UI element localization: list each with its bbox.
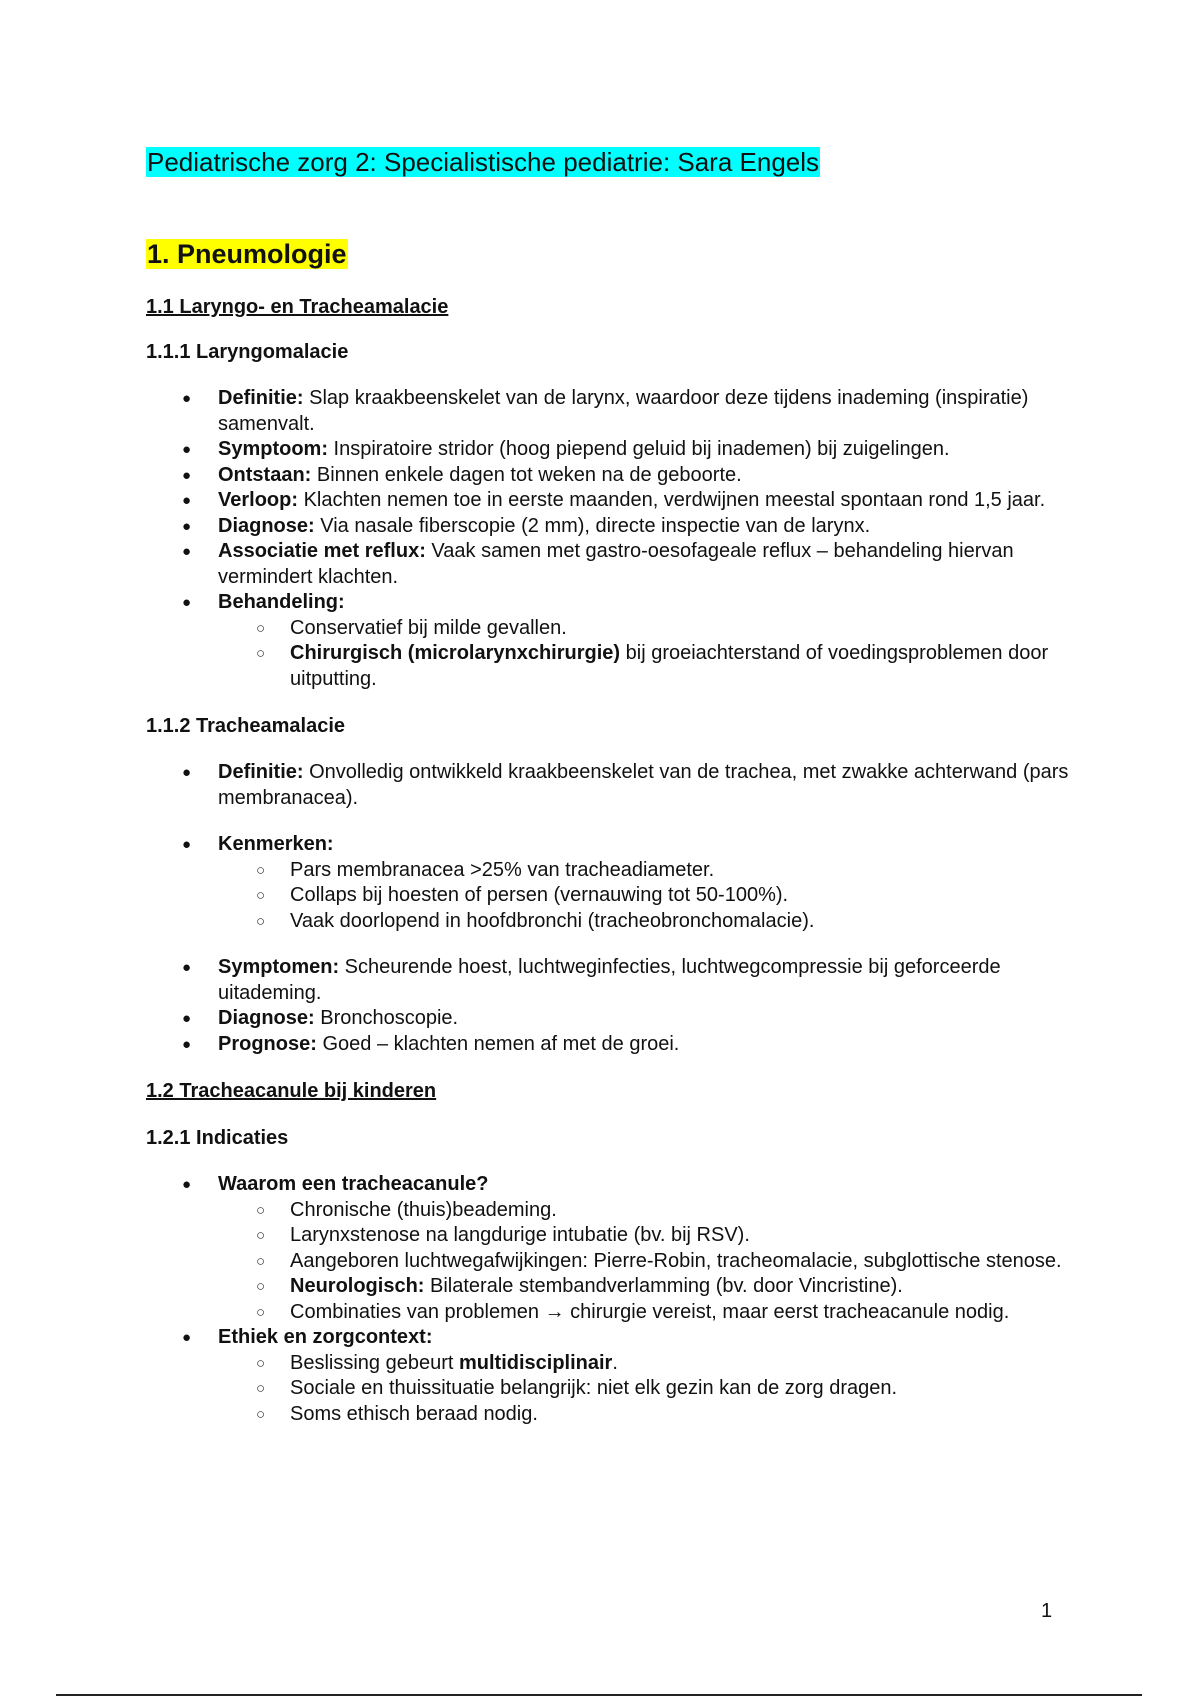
page-number: 1 <box>1041 1600 1053 1622</box>
document-title: Pediatrische zorg 2: Specialistische pediatrie: Sara Engels <box>147 147 820 177</box>
list-item: ● Prognose: Goed – klachten nemen af met de groei. <box>146 1032 1086 1058</box>
list-item: ● Definitie: Onvolledig ontwikkeld kraakbeenskelet van de trachea, met zwakke achterwand (pars membranacea). <box>146 760 1086 811</box>
sub-list-item: ○ Combinaties van problemen → chirurgie vereist, maar eerst tracheacanule nodig. <box>146 1300 1086 1326</box>
sub-list-item: ○ Aangeboren luchtwegafwijkingen: Pierre-Robin, tracheomalacie, subglottische stenose. <box>146 1249 1086 1275</box>
footer-divider <box>56 1694 1142 1696</box>
list-item: ● Definitie: Slap kraakbeenskelet van de larynx, waardoor deze tijdens inademing (inspiratie) samenvalt. <box>146 386 1086 437</box>
sub-list-item: ○ Vaak doorlopend in hoofdbronchi (tracheobronchomalacie). <box>146 909 1086 935</box>
sub-list-item: ○ Neurologisch: Bilaterale stembandverlamming (bv. door Vincristine). <box>146 1274 1086 1300</box>
laryngomalacie-list <box>146 386 1086 692</box>
sub-list-item: ○ Collaps bij hoesten of persen (vernauwing tot 50-100%). <box>146 883 1086 909</box>
page-content <box>146 145 1086 1427</box>
list-item: ● Verloop: Klachten nemen toe in eerste maanden, verdwijnen meestal spontaan rond 1,5 jaar. <box>146 488 1086 514</box>
section-heading-1-2: 1.2 Tracheacanule bij kinderen <box>146 1080 437 1102</box>
sub-list-item: ○ Pars membranacea >25% van tracheadiameter. <box>146 858 1086 884</box>
list-item: ● Diagnose: Via nasale fiberscopie (2 mm), directe inspectie van de larynx. <box>146 514 1086 540</box>
subsection-heading-1-1-2: 1.1.2 Tracheamalacie <box>146 715 346 737</box>
list-item: ● Waarom een tracheacanule? <box>146 1172 1086 1198</box>
sub-list-item: ○ Larynxstenose na langdurige intubatie (bv. bij RSV). <box>146 1223 1086 1249</box>
sub-list-item: ○ Chronische (thuis)beademing. <box>146 1198 1086 1224</box>
sub-list-item: ○ Beslissing gebeurt multidisciplinair. <box>146 1351 1086 1377</box>
subsection-heading-1-1-1: 1.1.1 Laryngomalacie <box>146 341 349 363</box>
sub-list-item: ○ Conservatief bij milde gevallen. <box>146 616 1086 642</box>
sub-list-item: ○ Sociale en thuissituatie belangrijk: niet elk gezin kan de zorg dragen. <box>146 1376 1086 1402</box>
list-item: ● Behandeling: <box>146 590 1086 616</box>
list-item: ● Diagnose: Bronchoscopie. <box>146 1006 1086 1032</box>
list-item: ● Kenmerken: <box>146 832 1086 858</box>
list-item: ● Symptomen: Scheurende hoest, luchtweginfecties, luchtwegcompressie bij geforceerde uitademing. <box>146 955 1086 1006</box>
tracheamalacie-list-1 <box>146 760 1086 811</box>
indicaties-list <box>146 1172 1086 1427</box>
list-item: ● Symptoom: Inspiratoire stridor (hoog piepend geluid bij inademen) bij zuigelingen. <box>146 437 1086 463</box>
section-heading-1-1: 1.1 Laryngo- en Tracheamalacie <box>146 296 449 318</box>
list-item: ● Ontstaan: Binnen enkele dagen tot weken na de geboorte. <box>146 463 1086 489</box>
sub-list-item: ○ Chirurgisch (microlarynxchirurgie) bij groeiachterstand of voedingsproblemen door uitputting. <box>146 641 1086 692</box>
chapter-heading: 1. Pneumologie <box>147 239 347 269</box>
tracheamalacie-list-2 <box>146 832 1086 934</box>
sub-list-item: ○ Soms ethisch beraad nodig. <box>146 1402 1086 1428</box>
list-item: ● Ethiek en zorgcontext: <box>146 1325 1086 1351</box>
list-item: ● Associatie met reflux: Vaak samen met gastro-oesofageale reflux – behandeling hiervan vermindert klachten. <box>146 539 1086 590</box>
tracheamalacie-list-3 <box>146 955 1086 1057</box>
subsection-heading-1-2-1: 1.2.1 Indicaties <box>146 1127 289 1149</box>
